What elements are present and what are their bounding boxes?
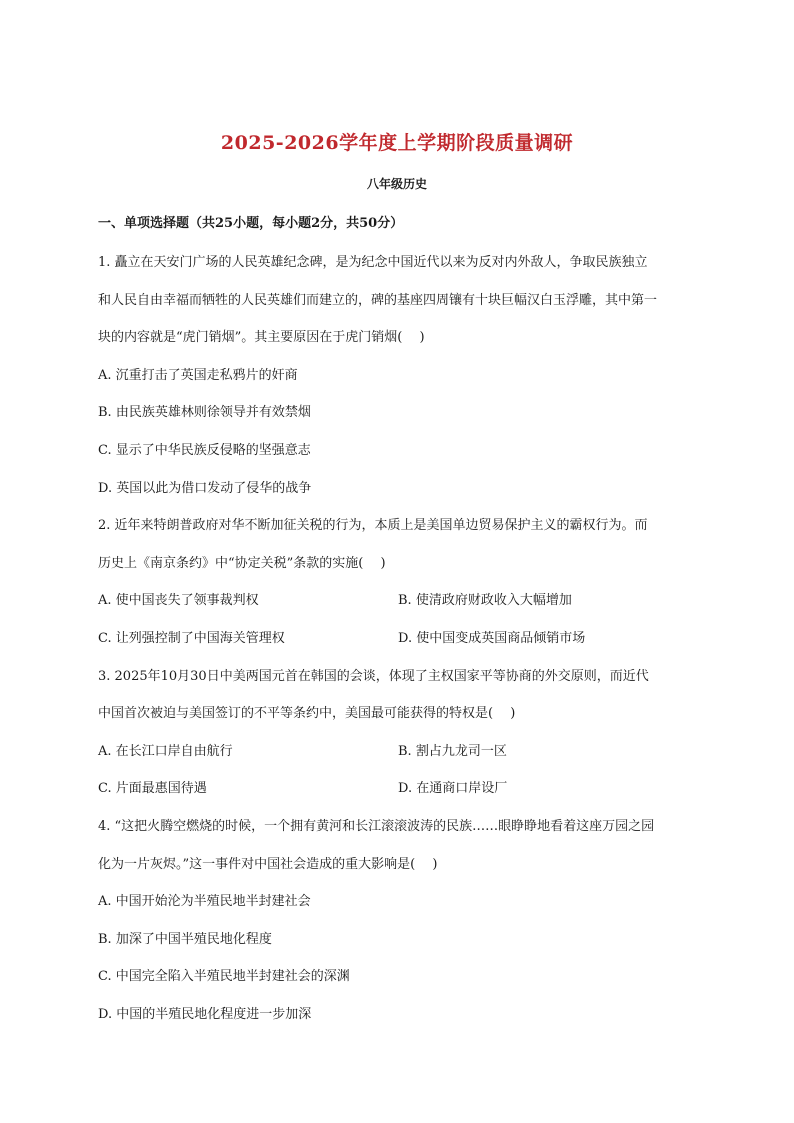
option-b[interactable]: B. 使清政府财政收入大幅增加	[398, 593, 572, 609]
question-stem-line: 2. 近年来特朗普政府对华不断加征关税的行为，本质上是美国单边贸易保护主义的霸权行为。而	[98, 518, 648, 534]
option-d[interactable]: D. 中国的半殖民地化程度进一步加深	[98, 1006, 312, 1022]
option-a[interactable]: A. 使中国丧失了领事裁判权	[98, 593, 259, 609]
option-c[interactable]: C. 中国完全陷入半殖民地半封建社会的深渊	[98, 969, 350, 985]
option-b[interactable]: B. 割占九龙司一区	[398, 743, 507, 759]
option-row	[98, 582, 698, 620]
question-stem-line: 1. 矗立在天安门广场的人民英雄纪念碑，是为纪念中国近代以来为反对内外敌人，争取民族独立	[98, 255, 648, 270]
option-d[interactable]: D. 在通商口岸设厂	[398, 781, 508, 797]
option-c[interactable]: C. 片面最惠国待遇	[98, 781, 207, 797]
option-a[interactable]: A. 中国开始沦为半殖民地半封建社会	[98, 894, 311, 910]
section-heading: 一、单项选择题（共25小题，每小题2分，共50分）	[98, 216, 404, 231]
option-b[interactable]: B. 加深了中国半殖民地化程度	[98, 931, 272, 947]
option-d[interactable]: D. 英国以此为借口发动了侵华的战争	[98, 480, 312, 496]
exam-title: 2025-2026学年度上学期阶段质量调研	[220, 132, 574, 154]
option-d[interactable]: D. 使中国变成英国商品倾销市场	[398, 630, 586, 646]
option-a[interactable]: A. 在长江口岸自由航行	[98, 743, 233, 759]
option-row	[98, 770, 698, 808]
question-stem-line: 和人民自由幸福而牺牲的人民英雄们而建立的，碑的基座四周镶有十块巨幅汉白玉浮雕，其中第一	[98, 292, 658, 308]
question-3	[98, 658, 698, 808]
option-b[interactable]: B. 由民族英雄林则徐领导并有效禁烟	[98, 405, 311, 421]
question-stem-line: 中国首次被迫与美国签订的不平等条约中，美国最可能获得的特权是( )	[98, 706, 516, 722]
question-stem-line: 3. 2025年10月30日中美两国元首在韩国的会谈，体现了主权国家平等协商的外交原则，而近代	[98, 668, 649, 684]
question-stem-line: 历史上《南京条约》中“协定关税”条款的实施( )	[98, 555, 386, 571]
option-c[interactable]: C. 显示了中华民族反侵略的坚强意志	[98, 442, 311, 458]
option-c[interactable]: C. 让列强控制了中国海关管理权	[98, 630, 285, 646]
exam-subject: 八年级历史	[366, 177, 427, 191]
question-stem-line: 4. “这把火腾空燃烧的时候，一个拥有黄河和长江滚滚波涛的民族……眼睁睁地看着这座万园之园	[98, 818, 655, 834]
option-row	[98, 733, 698, 771]
question-1	[98, 244, 698, 507]
questions-body	[98, 244, 698, 1033]
question-stem-line: 块的内容就是“虎门销烟”。其主要原因在于虎门销烟( )	[98, 330, 425, 346]
question-stem-line: 化为一片灰烬。”这一事件对中国社会造成的重大影响是( )	[98, 856, 438, 872]
option-row	[98, 620, 698, 658]
option-a[interactable]: A. 沉重打击了英国走私鸦片的奸商	[98, 367, 298, 383]
question-2	[98, 507, 698, 657]
question-4	[98, 808, 698, 1034]
